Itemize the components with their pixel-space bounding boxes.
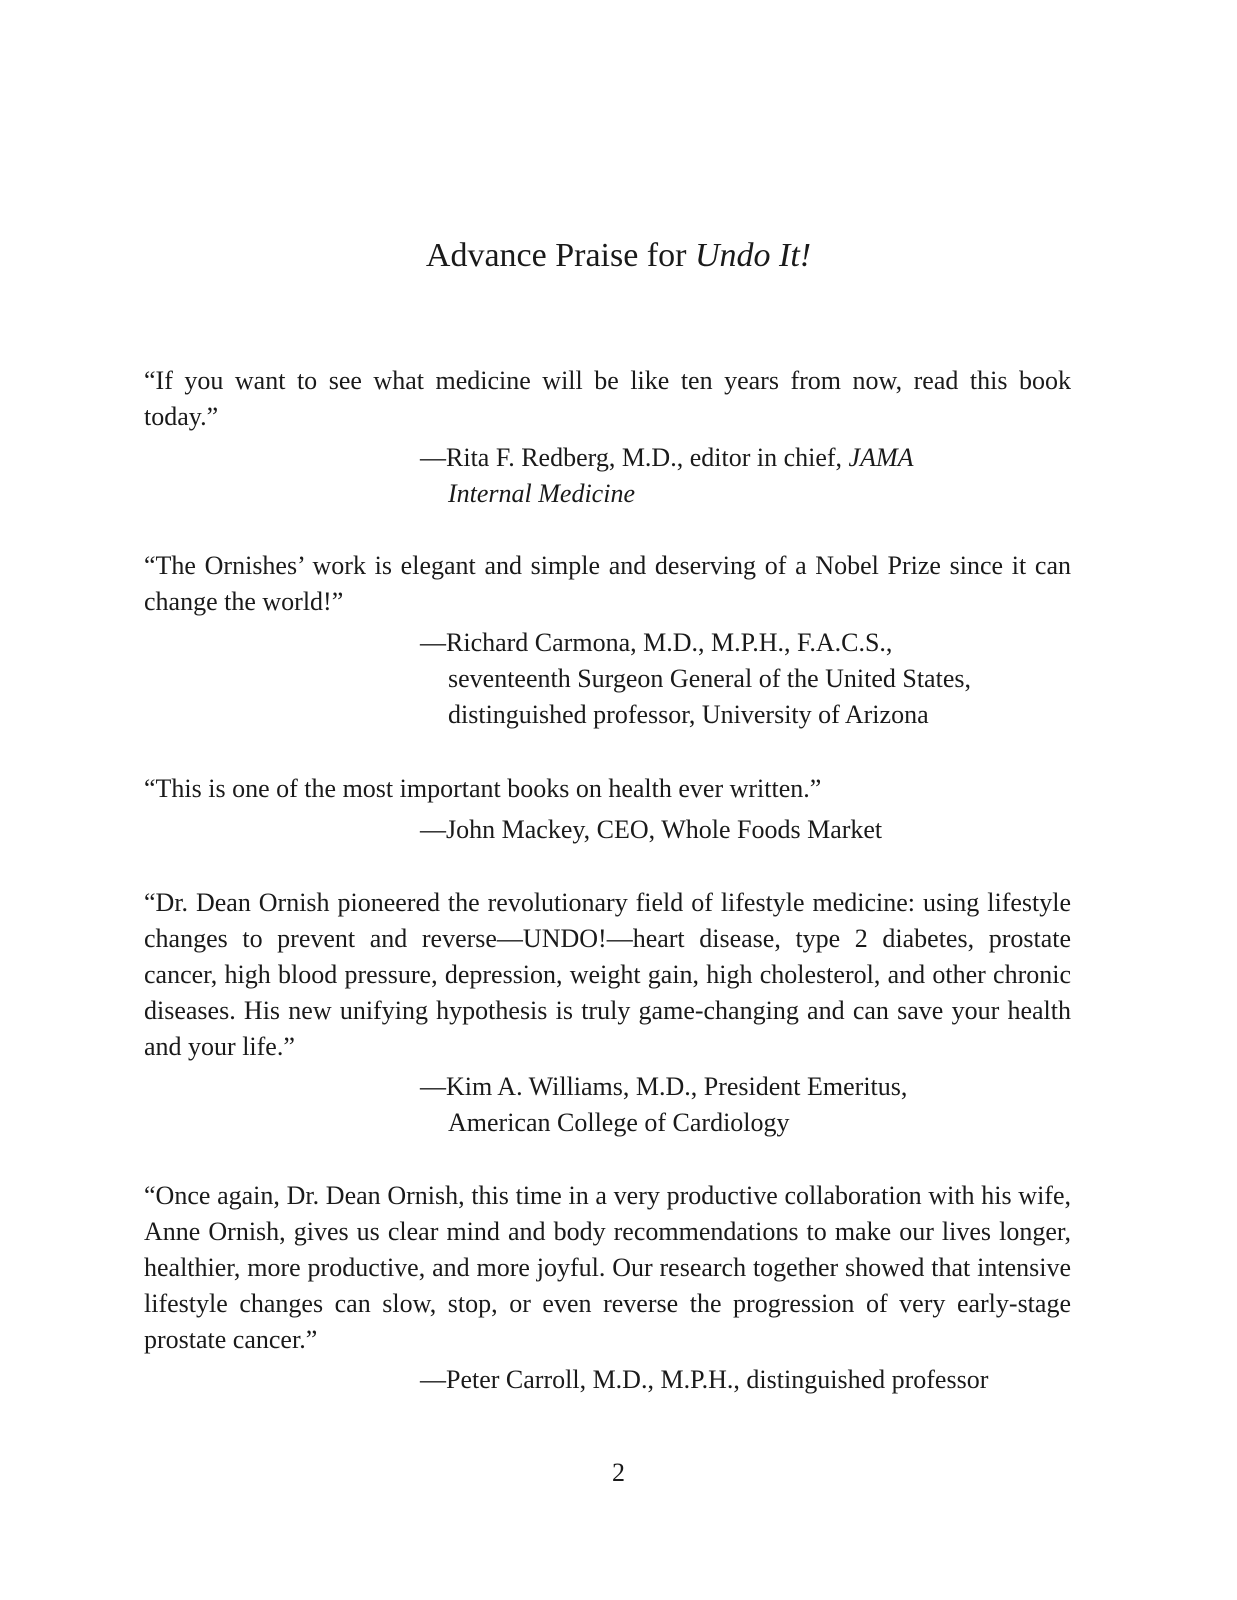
title-prefix: Advance Praise for: [425, 237, 695, 274]
blurb-attribution-5: [420, 1362, 1080, 1398]
attribution-line: —Kim A. Williams, M.D., President Emeritus,: [420, 1072, 908, 1101]
blurb-quote-1: “If you want to see what medicine will be like ten years from now, read this book today.”: [144, 366, 1071, 431]
blurb-attribution-4: [420, 1069, 1080, 1141]
attribution-line: —Richard Carmona, M.D., M.P.H., F.A.C.S.,: [420, 628, 893, 657]
blurb-attribution-2: [420, 625, 1080, 733]
title-book-name: Undo It!: [694, 237, 812, 274]
attribution-line: seventeenth Surgeon General of the United States,: [448, 664, 971, 693]
attribution-line: —Peter Carroll, M.D., M.P.H., distinguished professor: [420, 1365, 989, 1394]
blurb-quote-2: “The Ornishes’ work is elegant and simple and deserving of a Nobel Prize since it can change the world!”: [144, 551, 1071, 616]
blurb-quote-3: “This is one of the most important books on health ever written.”: [144, 774, 822, 803]
blurb-attribution-1: [420, 440, 1080, 512]
attribution-line: distinguished professor, University of Arizona: [448, 700, 929, 729]
attribution-line: Internal Medicine: [448, 479, 635, 508]
blurb-quote-5: “Once again, Dr. Dean Ornish, this time in a very productive collaboration with his wife, Anne Ornish, gives us clear mind and body recommendations to make our lives longer, healthier, more productive, and more joyful. Our research together showed that intensive lifestyle changes can slow, stop, or even reverse the progression of very early-stage prostate cancer.”: [144, 1181, 1071, 1354]
blurb-quote-4: “Dr. Dean Ornish pioneered the revolutionary field of lifestyle medicine: using lifestyle changes to prevent and reverse—UNDO!—heart disease, type 2 diabetes, prostate cancer, high blood pressure, depression, weight gain, high cholesterol, and other chronic diseases. His new unifying hypothesis is truly game-changing and can save your health and your life.”: [144, 888, 1071, 1061]
attribution-line: American College of Cardiology: [448, 1108, 790, 1137]
attribution-line: —John Mackey, CEO, Whole Foods Market: [420, 815, 883, 844]
blurb-attribution-3: [420, 812, 1080, 848]
page-title: [0, 236, 1237, 276]
attribution-line: [420, 440, 1080, 476]
publication-name: JAMA: [848, 443, 914, 472]
page-number: 2: [612, 1458, 625, 1487]
attribution-text: —Rita F. Redberg, M.D., editor in chief,: [420, 443, 849, 472]
